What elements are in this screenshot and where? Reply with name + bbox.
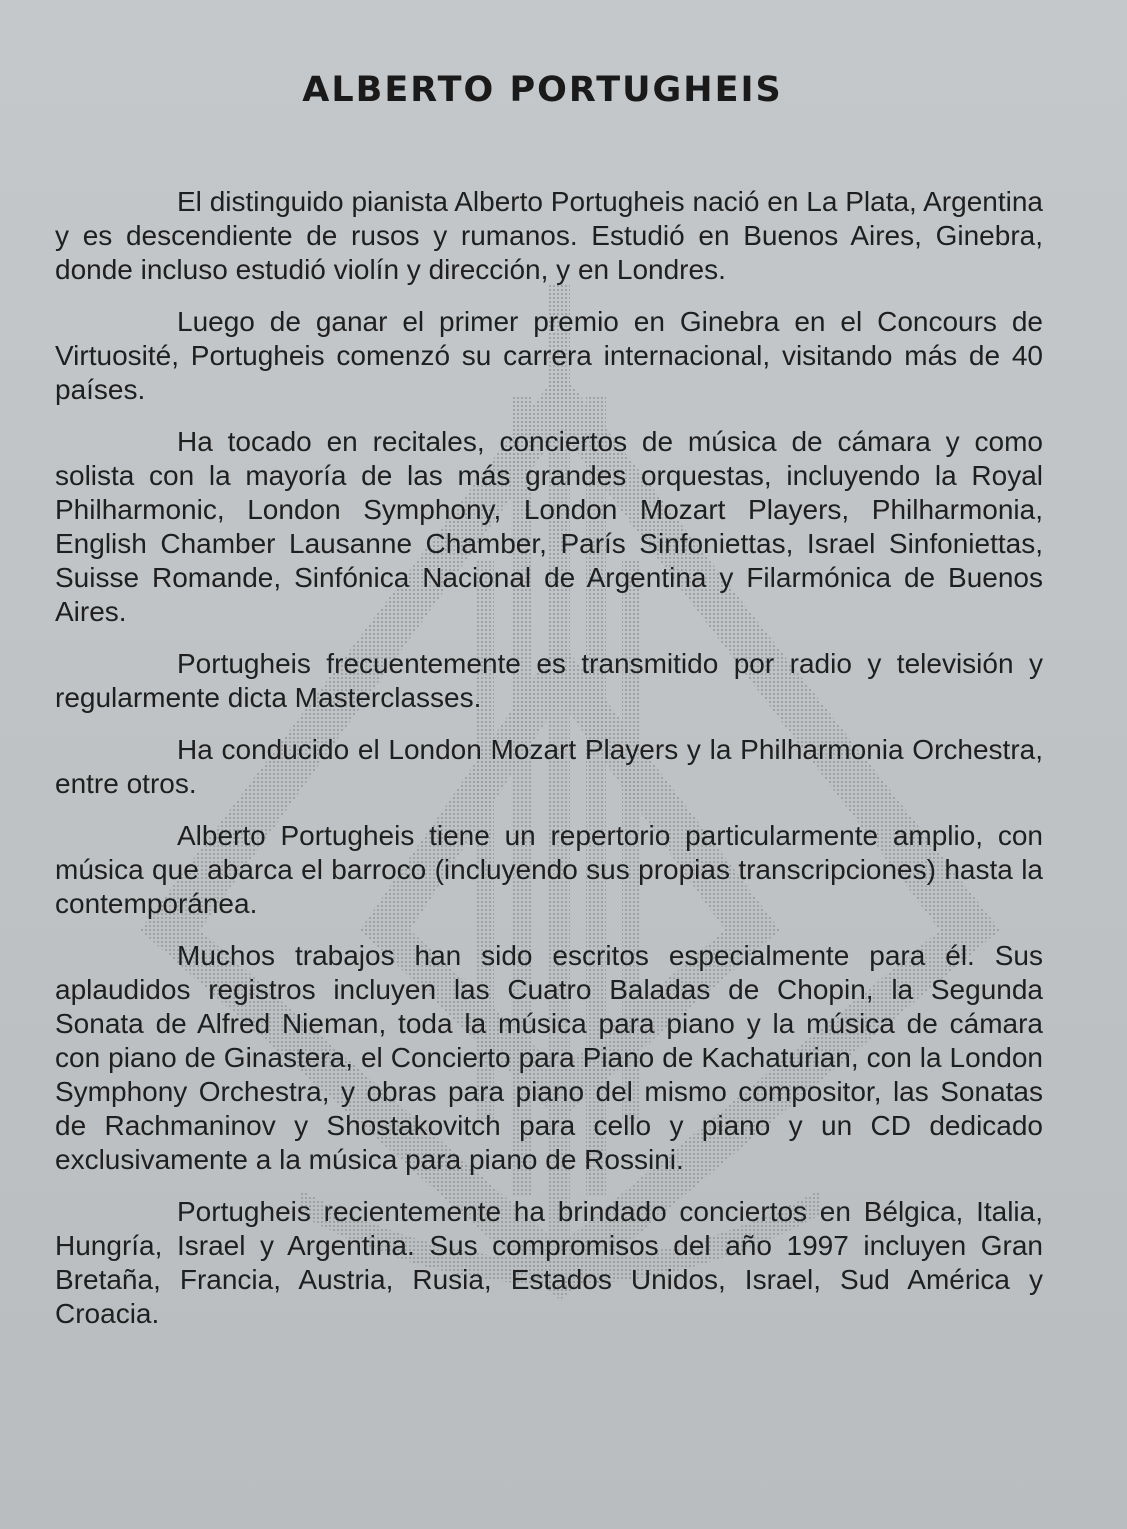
paragraph-career-start: Luego de ganar el primer premio en Ginebra en el Concours de Virtuosité, Portugheis comenzó su carrera internacional, visitando más de 40 países.	[55, 306, 1043, 405]
paragraph-birth-studies: El distinguido pianista Alberto Portugheis nació en La Plata, Argentina y es descendiente de rusos y rumanos. Estudió en Buenos Aires, Ginebra, donde incluso estudió violín y dirección, y en Londres.	[55, 186, 1043, 285]
paragraph-repertoire: Alberto Portugheis tiene un repertorio particularmente amplio, con música que abarca el barroco (incluyendo sus propias transcripciones) hasta la contemporánea.	[55, 820, 1043, 919]
paragraph-broadcasts: Portugheis frecuentemente es transmitido por radio y televisión y regularmente dicta Masterclasses.	[55, 648, 1043, 713]
paragraph-recent-concerts: Portugheis recientemente ha brindado conciertos en Bélgica, Italia, Hungría, Israel y Argentina. Sus compromisos del año 1997 incluyen Gran Bretaña, Francia, Austria, Rusia, Estados Unidos, Israel, Sud América y Croacia.	[55, 1196, 1043, 1329]
page-title: ALBERTO PORTUGHEIS	[302, 70, 783, 110]
paragraph-conducting: Ha conducido el London Mozart Players y la Philharmonia Orchestra, entre otros.	[55, 734, 1043, 799]
biography-body	[55, 185, 1043, 1349]
paragraph-recordings: Muchos trabajos han sido escritos especialmente para él. Sus aplaudidos registros incluyen las Cuatro Baladas de Chopin, la Segunda Sonata de Alfred Nieman, toda la música para piano y la música de cámara con piano de Ginastera, el Concierto para Piano de Kachaturian, con la London Symphony Orchestra, y obras para piano del mismo compositor, las Sonatas de Rachmaninov y Shostakovitch para cello y piano y un CD dedicado exclusivamente a la música para piano de Rossini.	[55, 940, 1043, 1175]
paragraph-orchestras: Ha tocado en recitales, conciertos de música de cámara y como solista con la mayoría de las más grandes orquestas, incluyendo la Royal Philharmonic, London Symphony, London Mozart Players, Philharmonia, English Chamber Lausanne Chamber, París Sinfoniettas, Israel Sinfoniettas, Suisse Romande, Sinfónica Nacional de Argentina y Filarmónica de Buenos Aires.	[55, 426, 1043, 627]
